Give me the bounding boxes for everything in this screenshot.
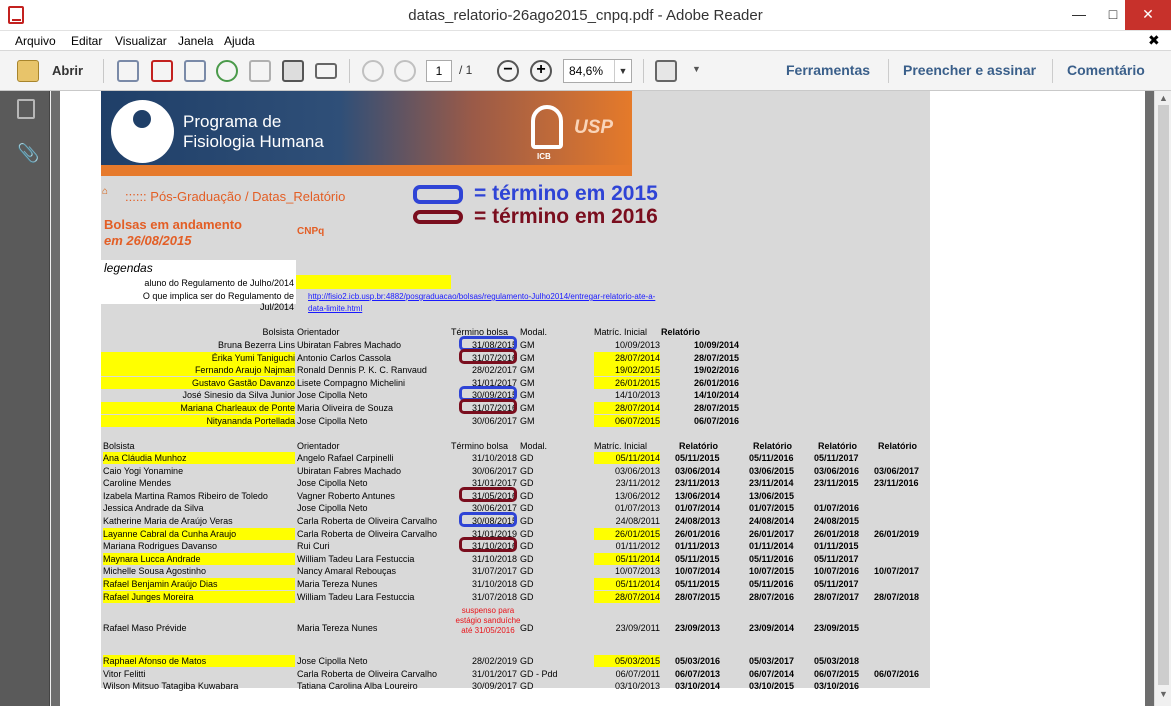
matricula-date: 10/07/2013	[614, 566, 660, 577]
icb-label: ICB	[537, 152, 551, 161]
relatorio-date: 03/06/2014	[675, 465, 721, 476]
header-modal: Modal.	[520, 441, 548, 451]
orientador-name: Jose Cipolla Neto	[297, 390, 368, 401]
next-page-icon[interactable]	[394, 60, 416, 82]
relatorio-date: 01/07/2015	[749, 503, 795, 514]
folder-open-icon[interactable]	[17, 60, 39, 82]
modalidade: GD	[520, 681, 534, 692]
menu-ajuda[interactable]: Ajuda	[224, 34, 255, 48]
modalidade: GD	[520, 553, 534, 564]
termino-date: 30/06/2017	[471, 503, 517, 514]
header-bolsista: Bolsista	[103, 441, 135, 451]
orientador-name: Maria Tereza Nunes	[297, 579, 378, 589]
bolsista-name: Rafael Benjamin Araújo Dias	[103, 578, 295, 590]
bolsista-name: Wilson Mitsuo Tatagiba Kuwabara	[103, 681, 239, 692]
legend-line1: aluno do Regulamento de Julho/2014	[144, 278, 294, 288]
chevron-down-icon[interactable]: ▼	[614, 60, 631, 82]
matricula-date: 03/10/2013	[614, 681, 660, 692]
modalidade: GD	[520, 541, 534, 552]
modalidade: GM	[520, 403, 535, 413]
modalidade: GD	[520, 490, 534, 501]
relatorio-date: 26/01/2019	[874, 528, 920, 539]
modalidade: GM	[520, 365, 535, 376]
separator	[643, 59, 644, 83]
scrollbar-thumb[interactable]	[1158, 105, 1169, 685]
toolbar	[0, 51, 1171, 91]
email-icon[interactable]	[315, 63, 337, 79]
header-relatorio: Relatório	[878, 441, 918, 451]
termino-date: 31/07/2017	[471, 566, 517, 577]
matricula-date: 05/11/2014	[594, 578, 660, 590]
bolsista-name: Rafael Junges Moreira	[103, 591, 295, 603]
ending-2016-ring	[459, 487, 517, 502]
bolsista-name: Caroline Mendes	[103, 478, 172, 489]
matricula-date: 24/08/2011	[615, 516, 660, 526]
legend-2016-text: = término em 2016	[474, 205, 658, 228]
header-orientador: Orientador	[297, 327, 340, 337]
header-relatorio: Relatório	[679, 441, 719, 451]
icb-logo	[531, 105, 563, 149]
relatorio-date: 01/07/2014	[675, 503, 721, 514]
menu-editar[interactable]: Editar	[71, 34, 103, 48]
termino-date: 31/07/2018	[471, 591, 517, 602]
toolbar-overflow-icon[interactable]: ▼	[692, 64, 701, 74]
edit-pdf-icon[interactable]	[184, 60, 206, 82]
agency-label: CNPq	[297, 226, 325, 237]
matricula-date: 05/03/2015	[594, 655, 660, 667]
relatorio-date: 05/11/2015	[675, 453, 720, 463]
relatorio-date: 23/09/2013	[675, 623, 721, 634]
relatorio-date: 23/11/2015	[814, 478, 859, 489]
banner-title	[183, 112, 324, 152]
relatorio-date: 23/11/2016	[874, 478, 919, 489]
modalidade: GM	[520, 340, 535, 350]
bolsista-name: Ana Cláudia Munhoz	[103, 452, 295, 464]
previous-page-icon[interactable]	[362, 60, 384, 82]
page-thumbnails-icon[interactable]	[17, 99, 35, 119]
legend-line2a: O que implica ser do Regulamento de	[142, 291, 294, 301]
maximize-button[interactable]: □	[1108, 6, 1118, 22]
termino-date: 30/09/2017	[471, 681, 517, 692]
menu-janela[interactable]: Janela	[178, 34, 214, 48]
close-button[interactable]: ✕	[1125, 0, 1171, 30]
scroll-down-icon[interactable]: ▼	[1159, 689, 1168, 699]
orientador-name: Ubiratan Fabres Machado	[297, 340, 402, 350]
relatorio-date: 28/07/2017	[814, 591, 860, 602]
bolsista-name: Nityananda Portellada	[101, 415, 295, 427]
fill-and-sign-tab[interactable]: Preencher e assinar	[903, 62, 1037, 78]
termino-date: 28/02/2017	[471, 365, 517, 376]
menu-arquivo[interactable]: Arquivo	[15, 34, 56, 48]
relatorio-date: 24/08/2013	[675, 516, 721, 526]
relatorio-date: 23/11/2014	[749, 478, 794, 489]
bolsista-name: Rafael Maso Prévide	[103, 623, 187, 634]
zoom-level-select[interactable]: 84,6%	[563, 59, 632, 83]
modalidade: GD	[520, 579, 534, 589]
orientador-name: Jose Cipolla Neto	[297, 503, 368, 514]
orientador-name: Carla Roberta de Oliveira Carvalho	[297, 516, 438, 526]
orientador-name: Carla Roberta de Oliveira Carvalho	[297, 528, 438, 539]
relatorio-date: 01/11/2015	[814, 541, 859, 552]
header-termino: Término bolsa	[451, 327, 509, 337]
relatorio-date: 03/06/2017	[874, 465, 920, 476]
relatorio-date: 28/07/2015	[693, 352, 739, 363]
termino-date: 30/06/2017	[471, 415, 517, 426]
full-screen-icon[interactable]	[655, 60, 677, 82]
termino-date: 30/09/2015	[471, 390, 517, 401]
header-matricula: Matríc. Inicial	[594, 327, 648, 337]
termino-date: 31/10/2018	[471, 579, 517, 589]
relatorio-date: 13/06/2014	[675, 490, 721, 501]
termino-date: 31/01/2017	[471, 377, 517, 388]
legend-2015-text: = término em 2015	[474, 182, 658, 205]
separator	[103, 59, 104, 83]
orientador-name: Tatiana Carolina Alba Loureiro	[297, 681, 418, 692]
usp-logo: USP	[574, 117, 614, 138]
matricula-date: 28/07/2014	[594, 402, 660, 414]
ending-2016-ring	[459, 399, 517, 414]
modalidade: GD	[520, 591, 534, 602]
relatorio-date: 10/09/2014	[693, 340, 739, 350]
relatorio-date: 14/10/2014	[693, 390, 739, 401]
bolsista-name: Michelle Sousa Agostinho	[103, 566, 207, 577]
separator	[349, 59, 350, 83]
minimize-button[interactable]: —	[1072, 6, 1086, 22]
orientador-name: William Tadeu Lara Festuccia	[297, 591, 415, 602]
matricula-date: 05/11/2014	[594, 553, 660, 565]
header-termino: Término bolsa	[451, 441, 509, 451]
comment-tab[interactable]: Comentário	[1067, 62, 1145, 78]
page-total: / 1	[459, 63, 473, 77]
suspension-note: suspenso para estágio sanduíche até 31/05/2016	[455, 606, 521, 635]
tools-tab[interactable]: Ferramentas	[786, 62, 871, 78]
termino-date: 31/08/2015	[471, 340, 517, 350]
modalidade: GD	[520, 528, 534, 539]
modalidade: GM	[520, 415, 535, 426]
cloud-upload-icon[interactable]	[216, 60, 238, 82]
relatorio-date: 05/11/2016	[749, 453, 794, 463]
relatorio-date: 06/07/2014	[749, 668, 795, 679]
bolsista-name: Izabela Martina Ramos Ribeiro de Toledo	[103, 490, 268, 501]
header-modal: Modal.	[520, 327, 548, 337]
modalidade: GD	[520, 623, 534, 634]
relatorio-date: 24/08/2014	[749, 516, 795, 526]
modalidade: GD	[520, 503, 534, 514]
banner-title-line1: Programa de	[183, 112, 282, 131]
print-icon[interactable]	[282, 60, 304, 82]
termino-date: 31/01/2017	[471, 478, 517, 489]
bolsista-name: Katherine Maria de Araújo Veras	[103, 516, 233, 526]
relatorio-date: 24/08/2015	[814, 516, 860, 526]
bolsista-name: Érika Yumi Taniguchi	[101, 352, 295, 364]
matricula-date: 13/06/2012	[614, 490, 660, 501]
relatorio-date: 05/11/2015	[675, 553, 720, 564]
relatorio-date: 10/07/2014	[675, 566, 721, 577]
matricula-date: 01/11/2012	[615, 541, 660, 552]
matricula-date: 06/07/2015	[594, 415, 660, 427]
modalidade: GD - Pdd	[520, 668, 558, 679]
header-relatorio: Relatório	[753, 441, 793, 451]
page-number-input[interactable]: 1	[426, 60, 452, 82]
orientador-name: Ubiratan Fabres Machado	[297, 465, 402, 476]
orientador-name: William Tadeu Lara Festuccia	[297, 553, 415, 564]
bolsista-name: Bruna Bezerra Lins	[217, 340, 295, 350]
orientador-name: Maria Oliveira de Souza	[297, 403, 394, 413]
relatorio-date: 01/11/2013	[675, 541, 720, 552]
relatorio-date: 06/07/2016	[874, 668, 920, 679]
scroll-up-icon[interactable]: ▲	[1159, 93, 1168, 103]
matricula-date: 23/11/2012	[615, 478, 660, 489]
header-bolsista: Bolsista	[262, 327, 294, 337]
orientador-name: Ronald Dennis P. K. C. Ranvaud	[297, 365, 427, 376]
relatorio-date: 26/01/2018	[814, 528, 860, 539]
relatorio-date: 26/01/2016	[693, 377, 739, 388]
orientador-name: Jose Cipolla Neto	[297, 478, 368, 489]
matricula-date: 05/11/2014	[594, 452, 660, 464]
export-pdf-icon[interactable]	[151, 60, 173, 82]
relatorio-date: 05/11/2015	[675, 579, 720, 589]
ending-2015-ring	[459, 512, 517, 527]
separator	[888, 59, 889, 83]
orientador-name: Carla Roberta de Oliveira Carvalho	[297, 668, 438, 679]
orientador-name: Angelo Rafael Carpinelli	[297, 453, 394, 463]
legend-yellow-swatch	[296, 275, 451, 289]
termino-date: 31/07/2016	[471, 403, 517, 413]
matricula-date: 06/07/2011	[615, 668, 660, 679]
navigation-pane	[0, 91, 50, 706]
pdf-page	[60, 91, 1145, 706]
bolsista-name: Mariana Charleaux de Ponte	[101, 402, 295, 414]
bolsista-name: Maynara Lucca Andrade	[103, 553, 295, 565]
section-title-line1: Bolsas em andamento	[104, 217, 242, 232]
termino-date: 31/10/2016	[471, 541, 517, 552]
relatorio-date: 28/07/2016	[749, 591, 795, 602]
relatorio-date: 26/01/2017	[749, 528, 795, 539]
header-orientador: Orientador	[297, 441, 340, 451]
relatorio-date: 05/11/2016	[749, 553, 794, 564]
header-relatorio: Relatório	[661, 327, 701, 337]
bolsista-name: Mariana Rodrigues Davanso	[103, 541, 218, 552]
modalidade: GM	[520, 352, 535, 363]
termino-date: 31/10/2018	[471, 453, 517, 463]
termino-date: 28/02/2019	[471, 656, 517, 667]
relatorio-date: 23/09/2014	[749, 623, 795, 634]
modalidade: GD	[520, 465, 534, 476]
legend-2015-swatch	[413, 185, 463, 204]
termino-date: 30/08/2015	[471, 516, 517, 526]
relatorio-date: 03/10/2015	[749, 681, 795, 692]
bolsista-name: Gustavo Gastão Davanzo	[101, 377, 295, 389]
banner-title-line2: Fisiologia Humana	[183, 132, 324, 151]
bolsista-name: Jessica Andrade da Silva	[103, 503, 204, 514]
program-logo	[111, 100, 174, 163]
matricula-date: 23/09/2011	[615, 623, 660, 634]
relatorio-date: 05/11/2016	[749, 579, 794, 589]
relatorio-date: 26/01/2016	[675, 528, 721, 539]
bolsista-name: José Sinesio da Silva Junior	[182, 390, 295, 401]
legend-2016-swatch	[413, 210, 463, 224]
zoom-in-icon[interactable]: +	[530, 60, 552, 82]
termino-date: 31/01/2017	[471, 668, 517, 679]
matricula-date: 26/01/2015	[594, 377, 660, 389]
orientador-name: Maria Tereza Nunes	[297, 623, 378, 634]
bolsista-name: Raphael Afonso de Matos	[103, 655, 295, 667]
zoom-out-icon[interactable]: −	[497, 60, 519, 82]
orientador-name: Antonio Carlos Cassola	[297, 352, 392, 363]
relatorio-date: 03/10/2014	[675, 681, 721, 692]
matricula-date: 28/07/2014	[594, 591, 660, 603]
modalidade: GD	[520, 453, 534, 463]
ending-2016-ring	[459, 349, 517, 364]
page-content	[101, 91, 930, 692]
termino-date: 31/10/2018	[471, 553, 517, 564]
relatorio-date: 06/07/2015	[814, 668, 860, 679]
relatorio-date: 05/11/2017	[814, 579, 859, 589]
legend-line2b: Jul/2014	[259, 302, 294, 312]
menu-visualizar[interactable]: Visualizar	[115, 34, 167, 48]
modalidade: GM	[520, 390, 535, 401]
header-relatorio: Relatório	[818, 441, 858, 451]
orientador-name: Jose Cipolla Neto	[297, 656, 368, 667]
window-title: datas_relatorio-26ago2015_cnpq.pdf - Adobe Reader	[408, 7, 763, 24]
banner	[101, 91, 632, 176]
modalidade: GD	[520, 516, 534, 526]
relatorio-date: 23/11/2013	[675, 478, 720, 489]
bolsista-name: Caio Yogi Yonamine	[103, 465, 184, 476]
relatorio-date: 01/07/2016	[814, 503, 860, 514]
termino-date: 31/07/2016	[471, 352, 517, 363]
relatorio-date: 03/10/2016	[814, 681, 860, 692]
relatorio-date: 19/02/2016	[693, 365, 739, 376]
open-button[interactable]: Abrir	[52, 63, 84, 78]
relatorio-date: 05/03/2018	[814, 656, 860, 667]
relatorio-date: 23/09/2015	[814, 623, 860, 634]
close-document-icon[interactable]: ✖	[1148, 32, 1160, 48]
relatorio-date: 28/07/2015	[693, 403, 739, 413]
relatorio-date: 05/03/2017	[749, 656, 795, 667]
termino-date: 30/06/2017	[471, 465, 517, 476]
relatorio-date: 10/07/2017	[874, 566, 920, 577]
banner-stripe	[101, 165, 632, 176]
header-matricula: Matríc. Inicial	[594, 441, 648, 451]
orientador-name: Lisete Compagno Michelini	[297, 377, 406, 388]
termino-date: 31/05/2016	[471, 490, 517, 501]
legend-line2	[101, 291, 294, 313]
relatorio-date: 03/06/2016	[814, 465, 860, 476]
matricula-date: 10/09/2013	[614, 340, 660, 350]
bolsista-name: Vitor Felitti	[103, 668, 146, 679]
orientador-name: Nancy Amaral Rebouças	[297, 566, 397, 577]
relatorio-date: 06/07/2013	[675, 668, 721, 679]
matricula-date: 01/07/2013	[614, 503, 660, 514]
legend-title: legendas	[104, 261, 153, 275]
relatorio-date: 05/11/2017	[814, 453, 859, 463]
menu-bar	[0, 31, 1171, 51]
relatorio-date: 01/11/2014	[749, 541, 794, 552]
ending-2016-ring	[459, 537, 517, 552]
matricula-date: 26/01/2015	[594, 528, 660, 540]
matricula-date: 14/10/2013	[614, 390, 660, 401]
matricula-date: 28/07/2014	[594, 352, 660, 364]
relatorio-date: 06/07/2016	[693, 415, 739, 426]
modalidade: GM	[520, 377, 535, 388]
relatorio-date: 13/06/2015	[749, 490, 795, 501]
separator	[1052, 59, 1053, 83]
orientador-name: Jose Cipolla Neto	[297, 415, 368, 426]
attachments-icon[interactable]: 📎	[17, 143, 40, 163]
section-title-date: em 26/08/2015	[104, 233, 192, 248]
orientador-name: Rui Curi	[297, 541, 330, 552]
modalidade: GD	[520, 656, 534, 667]
relatorio-date: 28/07/2018	[874, 591, 920, 602]
matricula-date: 19/02/2015	[594, 364, 660, 376]
modalidade: GD	[520, 478, 534, 489]
document-viewer	[51, 91, 1154, 706]
relatorio-date: 10/07/2015	[749, 566, 795, 577]
modalidade: GD	[520, 566, 534, 577]
relatorio-date: 28/07/2015	[675, 591, 721, 602]
relatorio-date: 10/07/2016	[814, 566, 860, 577]
termino-date: 31/01/2019	[471, 528, 517, 539]
matricula-date: 03/06/2013	[614, 465, 660, 476]
relatorio-date: 05/03/2016	[675, 656, 721, 667]
save-icon[interactable]	[249, 60, 271, 82]
section-title	[104, 217, 242, 249]
home-icon: ⌂	[102, 186, 109, 197]
create-pdf-icon[interactable]	[117, 60, 139, 82]
relatorio-date: 05/11/2017	[814, 553, 859, 564]
orientador-name: Vagner Roberto Antunes	[297, 490, 395, 501]
vertical-scrollbar[interactable]	[1154, 91, 1171, 706]
breadcrumb: :::::: Pós-Graduação / Datas_Relatório	[125, 189, 346, 204]
bolsista-name: Fernando Araujo Najman	[101, 364, 295, 376]
title-bar	[0, 0, 1171, 31]
relatorio-date: 03/06/2015	[749, 465, 795, 476]
regulation-link[interactable]: http://fisio2.icb.usp.br:4882/posgraduacao/bolsas/regulamento-Julho2014/entregar-relatorio-ate-a-data-limite.html	[308, 292, 656, 313]
bolsista-name: Layanne Cabral da Cunha Araujo	[103, 528, 295, 540]
